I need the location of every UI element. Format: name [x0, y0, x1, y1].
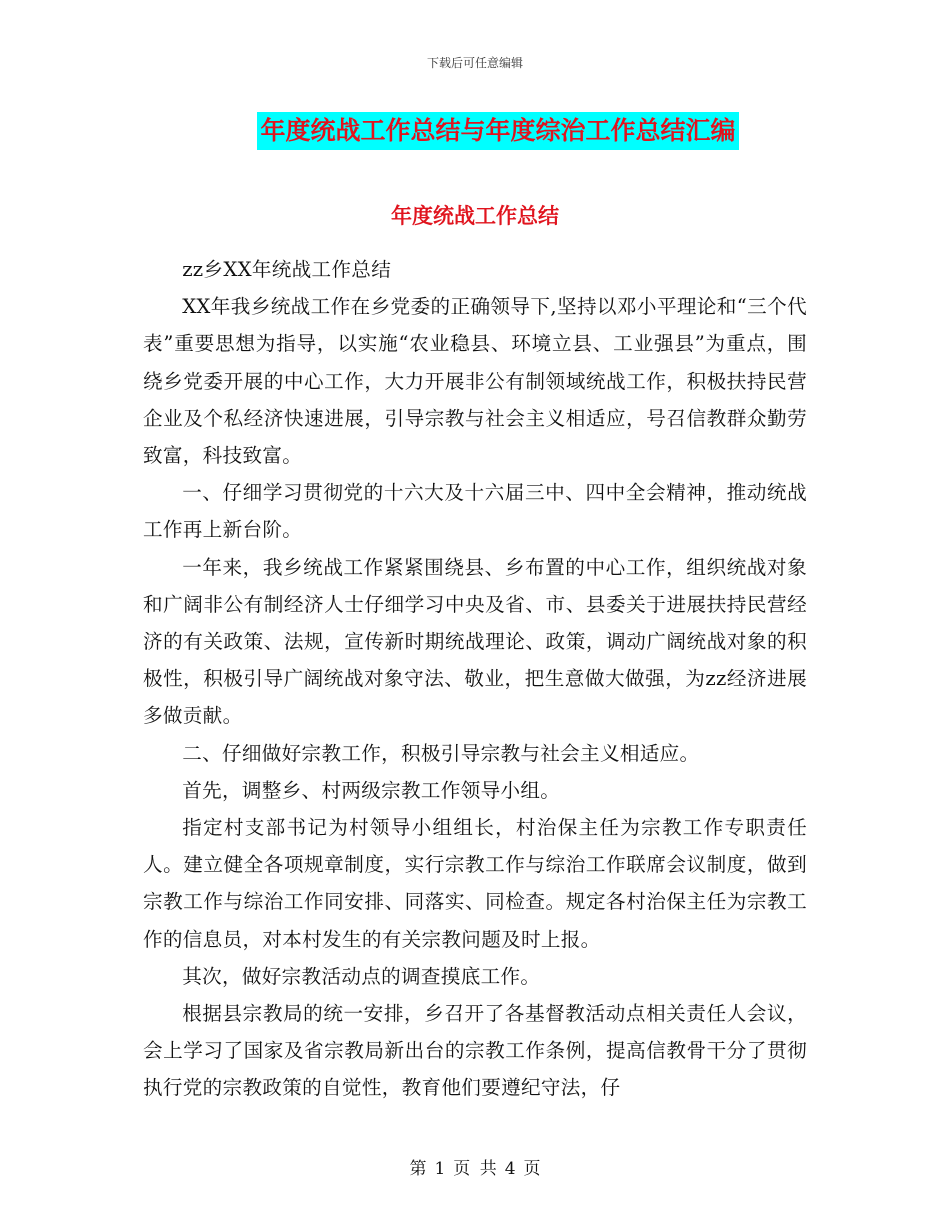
page-label-suffix: 页	[523, 1159, 541, 1179]
paragraph: 首先，调整乡、村两级宗教工作领导小组。	[182, 778, 561, 802]
paragraph: 一、仔细学习贯彻党的十六大及十六届三中、四中全会精神，推动统战工作再上新台阶。	[143, 481, 807, 542]
main-title: 年度统战工作总结与年度综治工作总结汇编	[257, 112, 738, 150]
page-label-mid: 页 共	[453, 1159, 497, 1179]
paragraph: 一年来，我乡统战工作紧紧围绕县、乡布置的中心工作，组织统战对象和广阔非公有制经济人士仔细学习中央及省、市、县委关于进展扶持民营经济的有关政策、法规，宣传新时期统战理论、政策，调动广阔统战对象的积极性，积极引导广阔统战对象守法、敬业，把生意做大做强，为zz经济进展多做贡献。	[143, 555, 807, 728]
paragraph: 二、仔细做好宗教工作，积极引导宗教与社会主义相适应。	[182, 741, 700, 765]
main-title-container	[0, 112, 950, 150]
page-label-prefix: 第	[409, 1159, 427, 1179]
paragraph: 指定村支部书记为村领导小组组长，村治保主任为宗教工作专职责任人。建立健全各项规章制度，实行宗教工作与综治工作联席会议制度，做到宗教工作与综治工作同安排、同落实、同检查。规定各村治保主任为宗教工作的信息员，对本村发生的有关宗教问题及时上报。	[143, 816, 807, 951]
paragraph: zz乡XX年统战工作总结	[182, 258, 392, 281]
page-number: 1	[434, 1159, 446, 1179]
paragraph: 其次，做好宗教活动点的调查摸底工作。	[182, 964, 541, 988]
body-text	[143, 251, 807, 1107]
total-pages: 4	[504, 1159, 516, 1179]
paragraph: 根据县宗教局的统一安排，乡召开了各基督教活动点相关责任人会议，会上学习了国家及省宗教局新出台的宗教工作条例，提高信教骨干分了贯彻执行党的宗教政策的自觉性，教育他们要遵纪守法，仔	[143, 1002, 807, 1100]
header-note: 下载后可任意编辑	[426, 56, 523, 70]
page-footer	[0, 1154, 950, 1179]
paragraph: XX年我乡统战工作在乡党委的正确领导下,坚持以邓小平理论和“三个代表”重要思想为指导，以实施“农业稳县、环境立县、工业强县”为重点，围绕乡党委开展的中心工作，大力开展非公有制领域统战工作，积极扶持民营企业及个私经济快速进展，引导宗教与社会主义相适应，号召信教群众勤劳致富，科技致富。	[143, 295, 807, 468]
section-title: 年度统战工作总结	[391, 204, 559, 228]
